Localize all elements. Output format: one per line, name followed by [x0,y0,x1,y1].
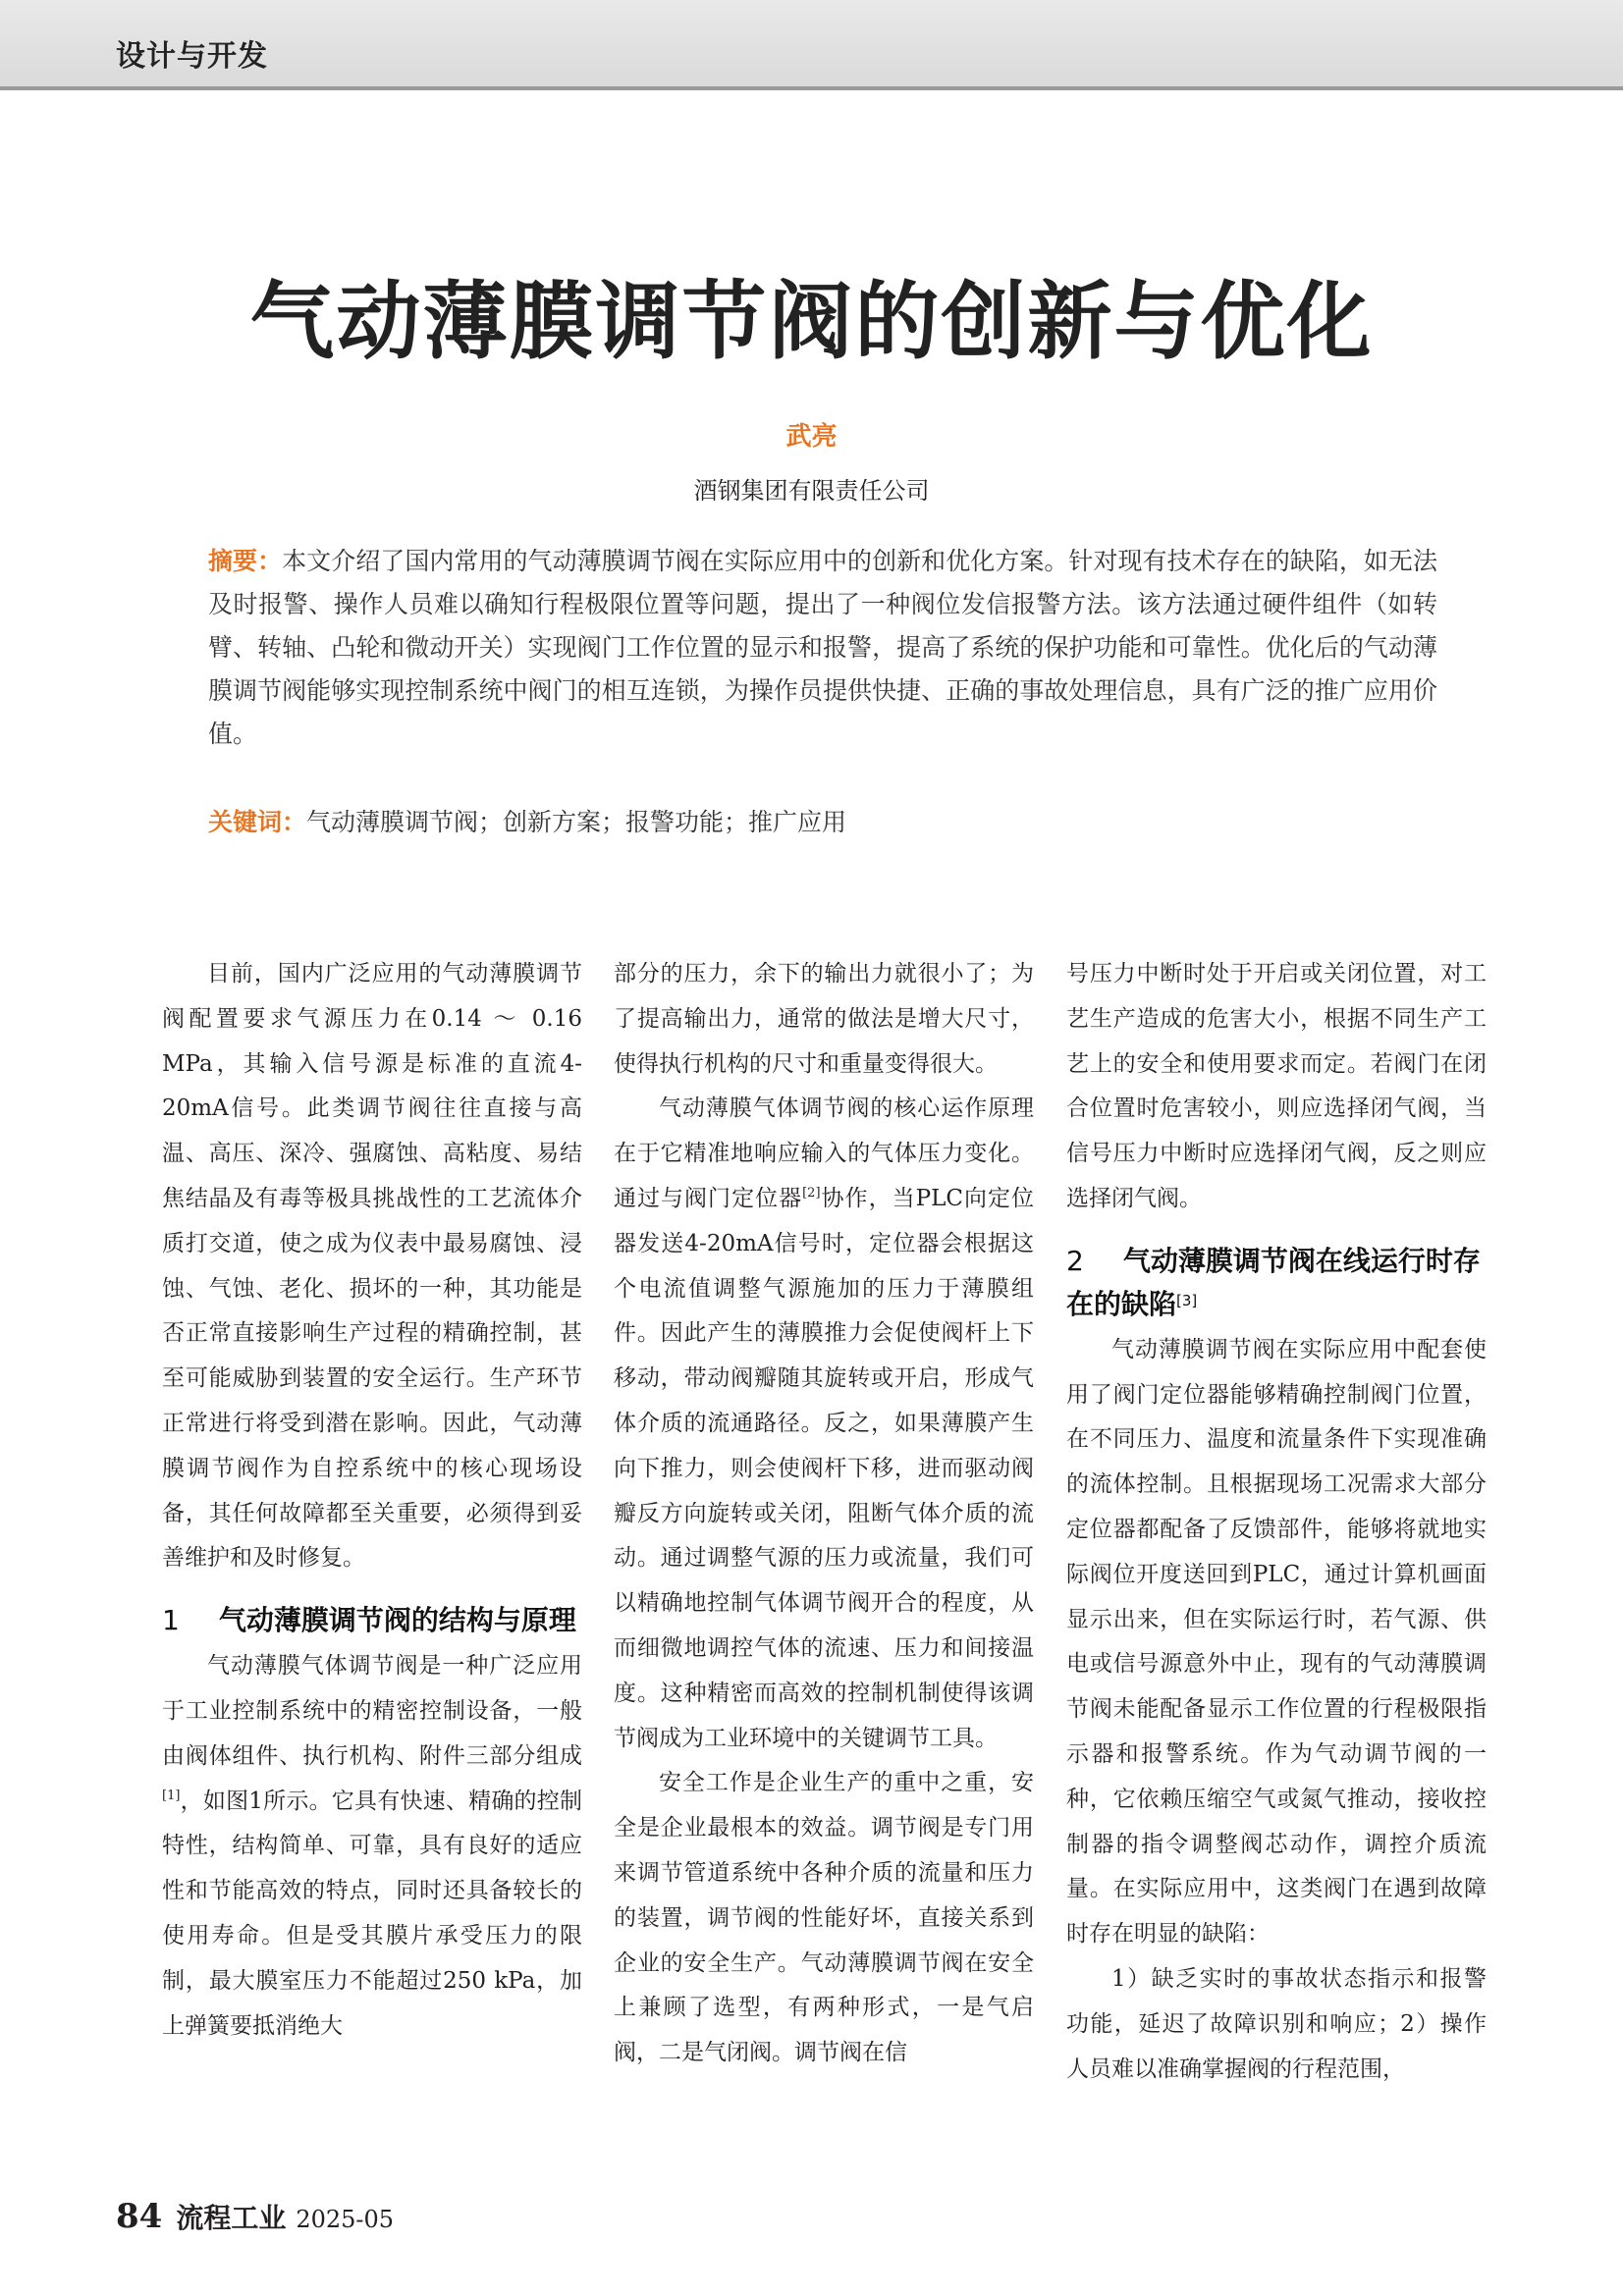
section-title: 气动薄膜调节阀在线运行时存在的缺陷 [1066,1244,1481,1320]
abstract-text: 本文介绍了国内常用的气动薄膜调节阀在实际应用中的创新和优化方案。针对现有技术存在的缺陷，如无法及时报警、操作人员难以确知行程极限位置等问题，提出了一种阀位发信报警方法。该方法通过硬件组件（如转臂、转轴、凸轮和微动开关）实现阀门工作位置的显示和报警，提高了系统的保护功能和可靠性。优化后的气动薄膜调节阀能够实现控制系统中阀门的相互连锁，为操作员提供快捷、正确的事故处理信息，具有广泛的推广应用价值。 [208,547,1437,748]
author-name: 武亮 [785,422,838,452]
paragraph-text: 协作，当PLC向定位器发送4-20mA信号时，定位器会根据这个电流值调整气源施加的压力于薄膜组件。因此产生的薄膜推力会促使阀杆上下移动，带动阀瓣随其旋转或开启，形成气体介质的流通路径。反之，如果薄膜产生向下推力，则会使阀杆下移，进而驱动阀瓣反方向旋转或关闭，阻断气体介质的流动。通过调整气源的压力或流量，我们可以精确地控制气体调节阀开合的程度，从而细微地调控气体的流速、压力和间接温度。这种精密而高效的控制机制使得该调节阀成为工业环境中的关键调节工具。 [614,1185,1034,1751]
body-column-2 [614,952,1034,2076]
section-title: 气动薄膜调节阀的结构与原理 [218,1604,576,1637]
body-column-1 [162,952,582,2049]
paragraph-text: 气动薄膜气体调节阀的核心运作原理在于它精准地响应输入的气体压力变化。通过与阀门定位器 [614,1095,1034,1211]
paragraph: 部分的压力，余下的输出力就很小了；为了提高输出力，通常的做法是增大尺寸，使得执行机构的尺寸和重量变得很大。 [614,961,1034,1077]
section-heading-1 [162,1599,582,1642]
abstract-label: 摘要： [208,547,283,575]
keywords-label: 关键词： [208,808,307,836]
page-footer [116,2197,394,2236]
affiliation: 酒钢集团有限责任公司 [693,477,930,505]
paragraph-text: 气动薄膜气体调节阀是一种广泛应用于工业控制系统中的精密控制设备，一般由阀体组件、执行机构、附件三部分组成 [162,1653,582,1769]
keywords [208,801,1437,844]
paragraph: 1）缺乏实时的事故状态指示和报警功能，延迟了故障识别和响应；2）操作人员难以准确掌握阀的行程范围， [1066,1965,1487,2082]
section-label: 设计与开发 [116,39,268,74]
citation: [1] [162,1788,181,1803]
paragraph [614,1087,1034,1761]
paragraph: 目前，国内广泛应用的气动薄膜调节阀配置要求气源压力在0.14 ～ 0.16 MPa，其输入信号源是标准的直流4-20mA信号。此类调节阀往往直接与高温、高压、深冷、强腐蚀、高粘度、易结焦结晶及有毒等极具挑战性的工艺流体介质打交道，使之成为仪表中最易腐蚀、浸蚀、气蚀、老化、损坏的一种，其功能是否正常直接影响生产过程的精确控制，甚至可能威胁到装置的安全运行。生产环节正常进行将受到潜在影响。因此，气动薄膜调节阀作为自控系统中的核心现场设备，其任何故障都至关重要，必须得到妥善维护和及时修复。 [162,961,582,1572]
section-heading-2 [1066,1240,1487,1326]
article-title: 气动薄膜调节阀的创新与优化 [249,273,1374,371]
keywords-text: 气动薄膜调节阀；创新方案；报警功能；推广应用 [306,808,847,836]
paragraph: 号压力中断时处于开启或关闭位置，对工艺生产造成的危害大小，根据不同生产工艺上的安全和使用要求而定。若阀门在闭合位置时危害较小，则应选择闭气阀，当信号压力中断时应选择闭气阀，反之则应选择闭气阀。 [1066,961,1487,1211]
issue-date: 2025-05 [296,2206,395,2233]
paragraph [162,1644,582,2049]
paragraph: 气动薄膜调节阀在实际应用中配套使用了阀门定位器能够精确控制阀门位置，在不同压力、温度和流量条件下实现准确的流体控制。且根据现场工况需求大部分定位器都配备了反馈部件，能够将就地实际阀位开度送回到PLC，通过计算机画面显示出来，但在实际运行时，若气源、供电或信号源意外中止，现有的气动薄膜调节阀未能配备显示工作位置的行程极限指示器和报警系统。作为气动调节阀的一种，它依赖压缩空气或氮气推动，接收控制器的指令调整阀芯动作，调控介质流量。在实际应用中，这类阀门在遇到故障时存在明显的缺陷： [1066,1336,1487,1948]
section-number: 2 [1066,1244,1084,1277]
section-number: 1 [162,1604,180,1637]
journal-name: 流程工业 [176,2202,287,2234]
paragraph-text: ，如图1所示。它具有快速、精确的控制特性，结构简单、可靠，具有良好的适应性和节能高效的特点，同时还具备较长的使用寿命。但是受其膜片承受压力的限制，最大膜室压力不能超过250 kPa，加上弹簧要抵消绝大 [162,1788,582,2039]
citation: [2] [802,1185,821,1201]
page-number: 84 [116,2197,163,2236]
abstract [208,540,1437,756]
header-bar [0,0,1623,90]
body-column-3 [1066,952,1487,2092]
citation: [3] [1176,1291,1198,1309]
paragraph: 安全工作是企业生产的重中之重，安全是企业最根本的效益。调节阀是专门用来调节管道系统中各种介质的流量和压力的装置，调节阀的性能好坏，直接关系到企业的安全生产。气动薄膜调节阀在安全上兼顾了选型，有两种形式，一是气启阀，二是气闭阀。调节阀在信 [614,1770,1034,2066]
